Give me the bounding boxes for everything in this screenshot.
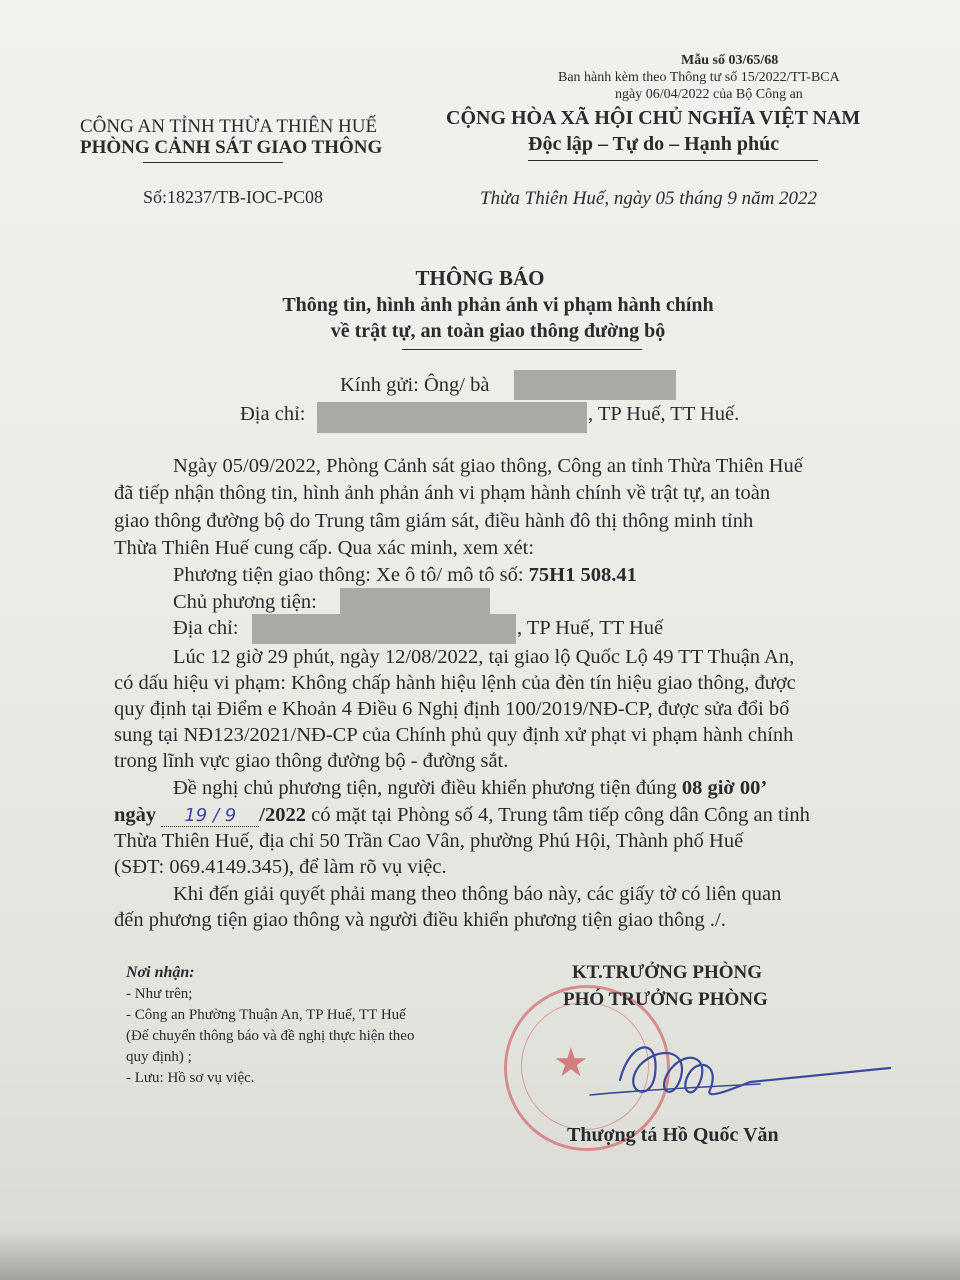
document-subtitle-2: về trật tự, an toàn giao thông đường bộ — [330, 320, 666, 342]
recipients-title: Nơi nhận: — [126, 964, 195, 981]
owner-label: Chủ phương tiện: — [173, 591, 317, 613]
appointment-time: 08 giờ 00’ — [681, 777, 768, 799]
appointment-date-line — [114, 804, 810, 827]
body-line: Thừa Thiên Huế cung cấp. Qua xác minh, xem xét: — [114, 537, 535, 559]
motto-underline — [528, 160, 818, 161]
vehicle-line — [173, 564, 637, 587]
appointment-line — [173, 777, 767, 800]
document-number: Số:18237/TB-IOC-PC08 — [143, 187, 324, 207]
owner-address-label: Địa chỉ: — [173, 617, 239, 639]
body-line: đã tiếp nhận thông tin, hình ảnh phản ánh vi phạm hành chính về trật tự, an toàn — [114, 482, 771, 504]
agency-underline — [143, 162, 283, 163]
owner-address-tail: , TP Huế, TT Huế — [517, 617, 664, 639]
body-line: Lúc 12 giờ 29 phút, ngày 12/08/2022, tại giao lộ Quốc Lộ 49 TT Thuận An, — [173, 646, 795, 668]
republic-title: CỘNG HÒA XÃ HỘI CHỦ NGHĨA VIỆT NAM — [446, 107, 861, 129]
handwritten-signature — [560, 1020, 900, 1120]
document-subtitle-1: Thông tin, hình ảnh phản ánh vi phạm hành chính — [282, 294, 714, 316]
form-issued-line1: Ban hành kèm theo Thông tư số 15/2022/TT-BCA — [558, 70, 840, 85]
national-motto: Độc lập – Tự do – Hạnh phúc — [528, 133, 780, 155]
body-line: có dấu hiệu vi phạm: Không chấp hành hiệu lệnh của đèn tín hiệu giao thông, được — [114, 672, 796, 694]
redacted-recipient-address — [317, 402, 587, 433]
form-issued-line2: ngày 06/04/2022 của Bộ Công an — [615, 87, 803, 102]
vehicle-plate: 75H1 508.41 — [528, 564, 637, 586]
sign-role-1: KT.TRƯỞNG PHÒNG — [572, 962, 762, 983]
recipient-item: quy định) ; — [126, 1049, 192, 1065]
seal-star-icon: ★ — [553, 1040, 589, 1086]
redacted-recipient-name — [514, 370, 676, 400]
body-line: giao thông đường bộ do Trung tâm giám sát, điều hành đô thị thông minh tỉnh — [114, 510, 754, 532]
appointment-text: Đề nghị chủ phương tiện, người điều khiển phương tiện đúng — [173, 777, 682, 799]
appointment-year: /2022 — [259, 804, 306, 826]
vehicle-label: Phương tiện giao thông: Xe ô tô/ mô tô số: — [173, 564, 529, 586]
body-line: Khi đến giải quyết phải mang theo thông báo này, các giấy tờ có liên quan — [173, 883, 782, 905]
body-line: trong lĩnh vực giao thông đường bộ - đường sắt. — [114, 750, 509, 772]
place-date: Thừa Thiên Huế, ngày 05 tháng 9 năm 2022 — [480, 188, 818, 209]
body-line: đến phương tiện giao thông và người điều khiển phương tiện giao thông ./. — [114, 909, 726, 931]
body-line: Thừa Thiên Huế, địa chỉ 50 Trần Cao Vân, phường Phú Hội, Thành phố Huế — [114, 830, 744, 852]
page-shadow — [0, 1230, 960, 1280]
body-line: sung tại NĐ123/2021/NĐ-CP của Chính phủ quy định xử phạt vi phạm hành chính — [114, 724, 794, 746]
recipient-item: - Lưu: Hồ sơ vụ việc. — [126, 1070, 255, 1086]
title-underline — [402, 349, 642, 350]
form-number: Mẫu số 03/65/68 — [681, 53, 779, 68]
greeting: Kính gửi: Ông/ bà — [340, 374, 490, 396]
document-title: THÔNG BÁO — [415, 266, 545, 290]
recipient-item: - Như trên; — [126, 986, 193, 1002]
appointment-date-label: ngày — [114, 804, 157, 826]
agency-name: CÔNG AN TỈNH THỪA THIÊN HUẾ — [80, 116, 378, 137]
sign-role-2: PHÓ TRƯỞNG PHÒNG — [563, 989, 768, 1010]
recipient-address-label: Địa chỉ: — [240, 403, 306, 425]
redacted-owner-name — [340, 588, 490, 616]
handwritten-date: 19 / 9 — [161, 805, 259, 827]
body-line: (SĐT: 069.4149.345), để làm rõ vụ việc. — [114, 856, 447, 878]
recipient-item: (Để chuyển thông báo và đề nghị thực hiện theo — [126, 1028, 415, 1044]
recipient-address-tail: , TP Huế, TT Huế. — [588, 403, 740, 425]
department-name: PHÒNG CẢNH SÁT GIAO THÔNG — [80, 137, 383, 158]
body-line: Ngày 05/09/2022, Phòng Cảnh sát giao thông, Công an tỉnh Thừa Thiên Huế — [173, 455, 803, 477]
recipient-item: - Công an Phường Thuận An, TP Huế, TT Huế — [126, 1007, 406, 1023]
appointment-place: có mặt tại Phòng số 4, Trung tâm tiếp công dân Công an tỉnh — [305, 804, 810, 826]
signer-name: Thượng tá Hồ Quốc Văn — [567, 1124, 779, 1146]
body-line: quy định tại Điểm e Khoản 4 Điều 6 Nghị định 100/2019/NĐ-CP, được sửa đổi bổ — [114, 698, 790, 720]
redacted-owner-address — [252, 614, 516, 644]
